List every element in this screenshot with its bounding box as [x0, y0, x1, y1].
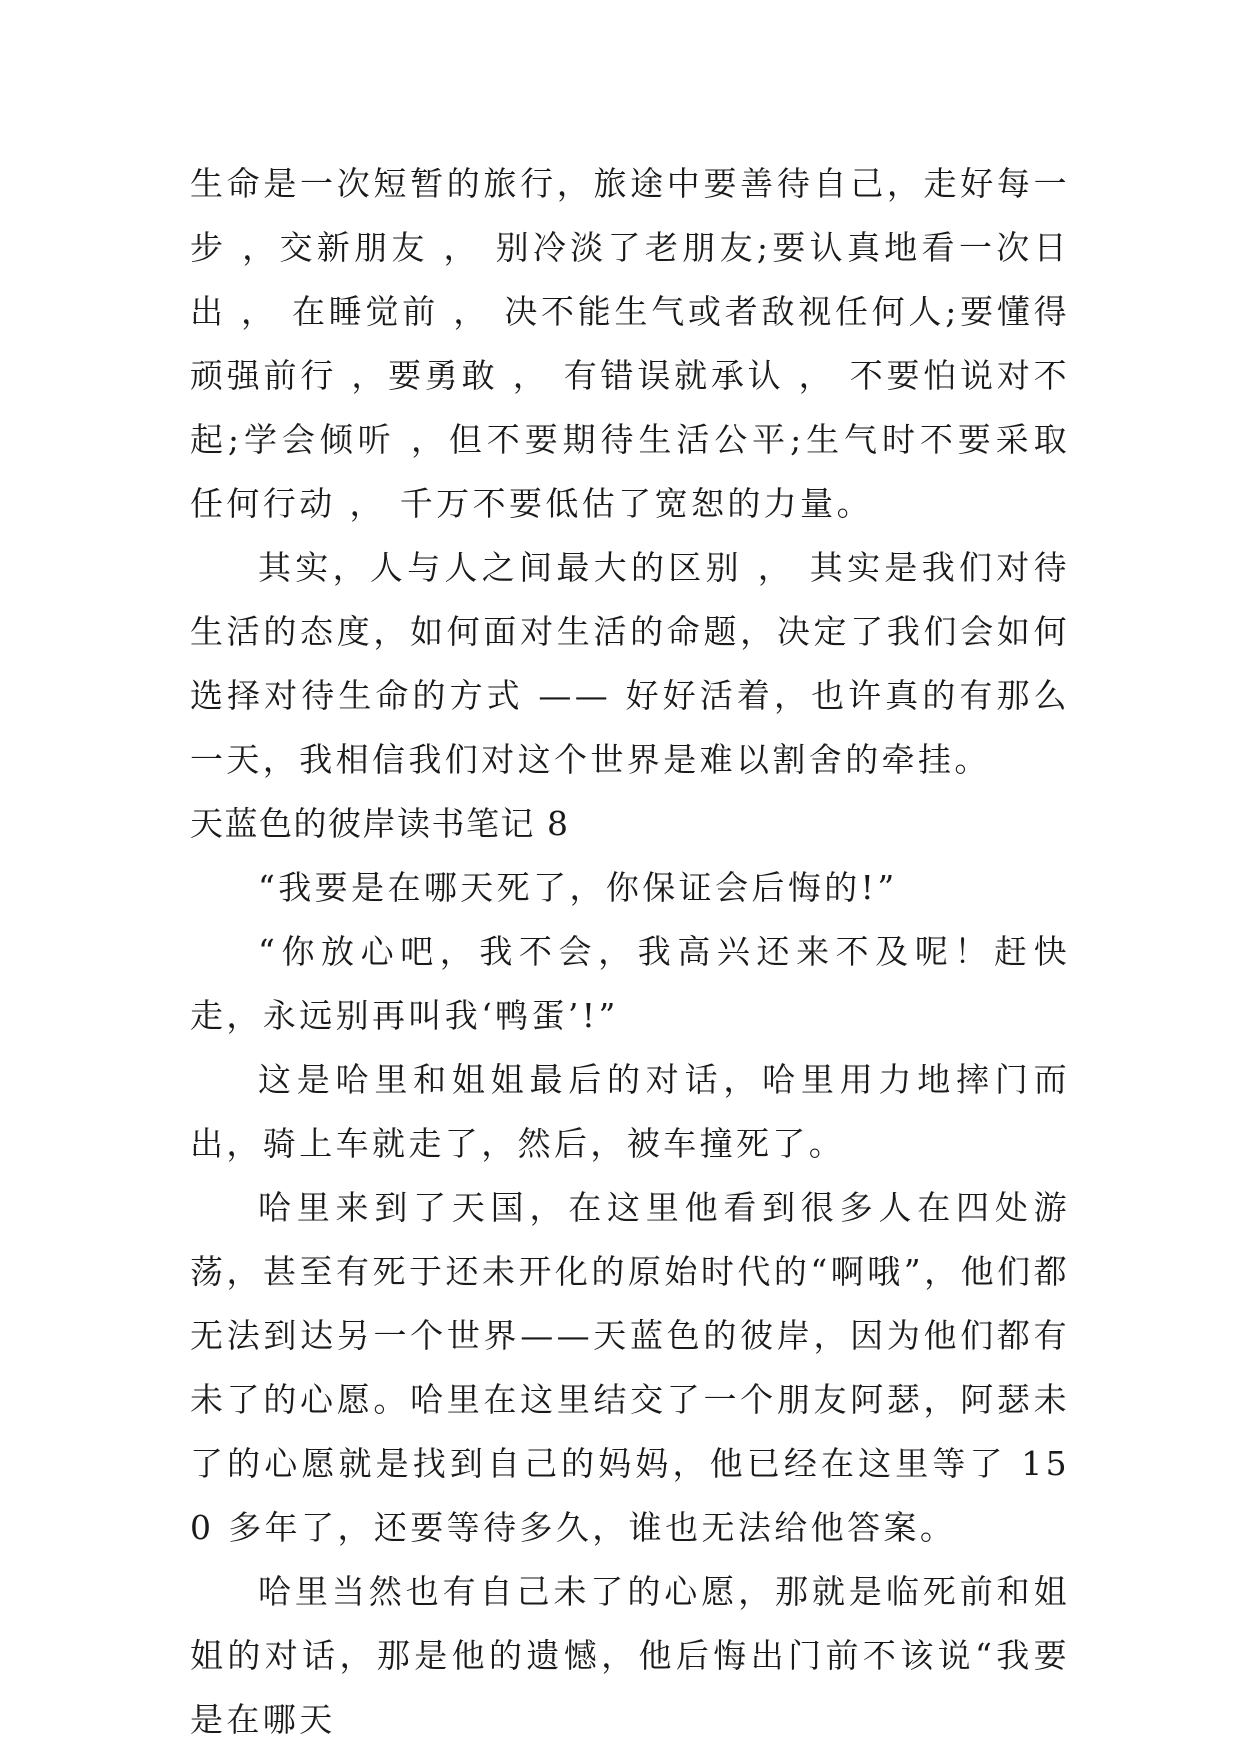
- section-title: 天蓝色的彼岸读书笔记 8: [190, 804, 570, 843]
- paragraph-last-conversation: 这是哈里和姐姐最后的对话，哈里用力地摔门而出，骑上车就走了，然后，被车撞死了。: [190, 1060, 1070, 1163]
- document-body: [190, 152, 1070, 1752]
- paragraph-dialogue-sister: “你放心吧，我不会，我高兴还来不及呢！赶快走，永远别再叫我‘鸭蛋’!”: [190, 932, 1070, 1035]
- paragraph-life-journey: 生命是一次短暂的旅行，旅途中要善待自己，走好每一步 ，交新朋友 ， 别冷淡了老朋友;要认真地看一次日出 ， 在睡觉前 ， 决不能生气或者敌视任何人;要懂得顽强前行 ，要勇敢 ， 有错误就承认 ， 不要怕说对不起;学会倾听 ，但不要期待生活公平;生气时不要采取任何行动 ， 千万不要低估了宽恕的力量。: [190, 164, 1070, 523]
- paragraph-heaven: 哈里来到了天国，在这里他看到很多人在四处游荡，甚至有死于还未开化的原始时代的“啊哦”，他们都无法到达另一个世界——天蓝色的彼岸，因为他们都有未了的心愿。哈里在这里结交了一个朋友阿瑟，阿瑟未了的心愿就是找到自己的妈妈，他已经在这里等了 150 多年了，还要等待多久，谁也无法给他答案。: [190, 1188, 1070, 1547]
- paragraph-attitude: 其实，人与人之间最大的区别 ， 其实是我们对待生活的态度，如何面对生活的命题，决定了我们会如何选择对待生命的方式 —— 好好活着，也许真的有那么一天，我相信我们对这个世界是难以割舍的牵挂。: [190, 548, 1070, 779]
- paragraph-unfinished-wish: 哈里当然也有自己未了的心愿，那就是临死前和姐姐的对话，那是他的遗憾，他后悔出门前不该说“我要是在哪天: [190, 1572, 1070, 1739]
- paragraph-dialogue-harry: “我要是在哪天死了，你保证会后悔的!”: [258, 868, 898, 907]
